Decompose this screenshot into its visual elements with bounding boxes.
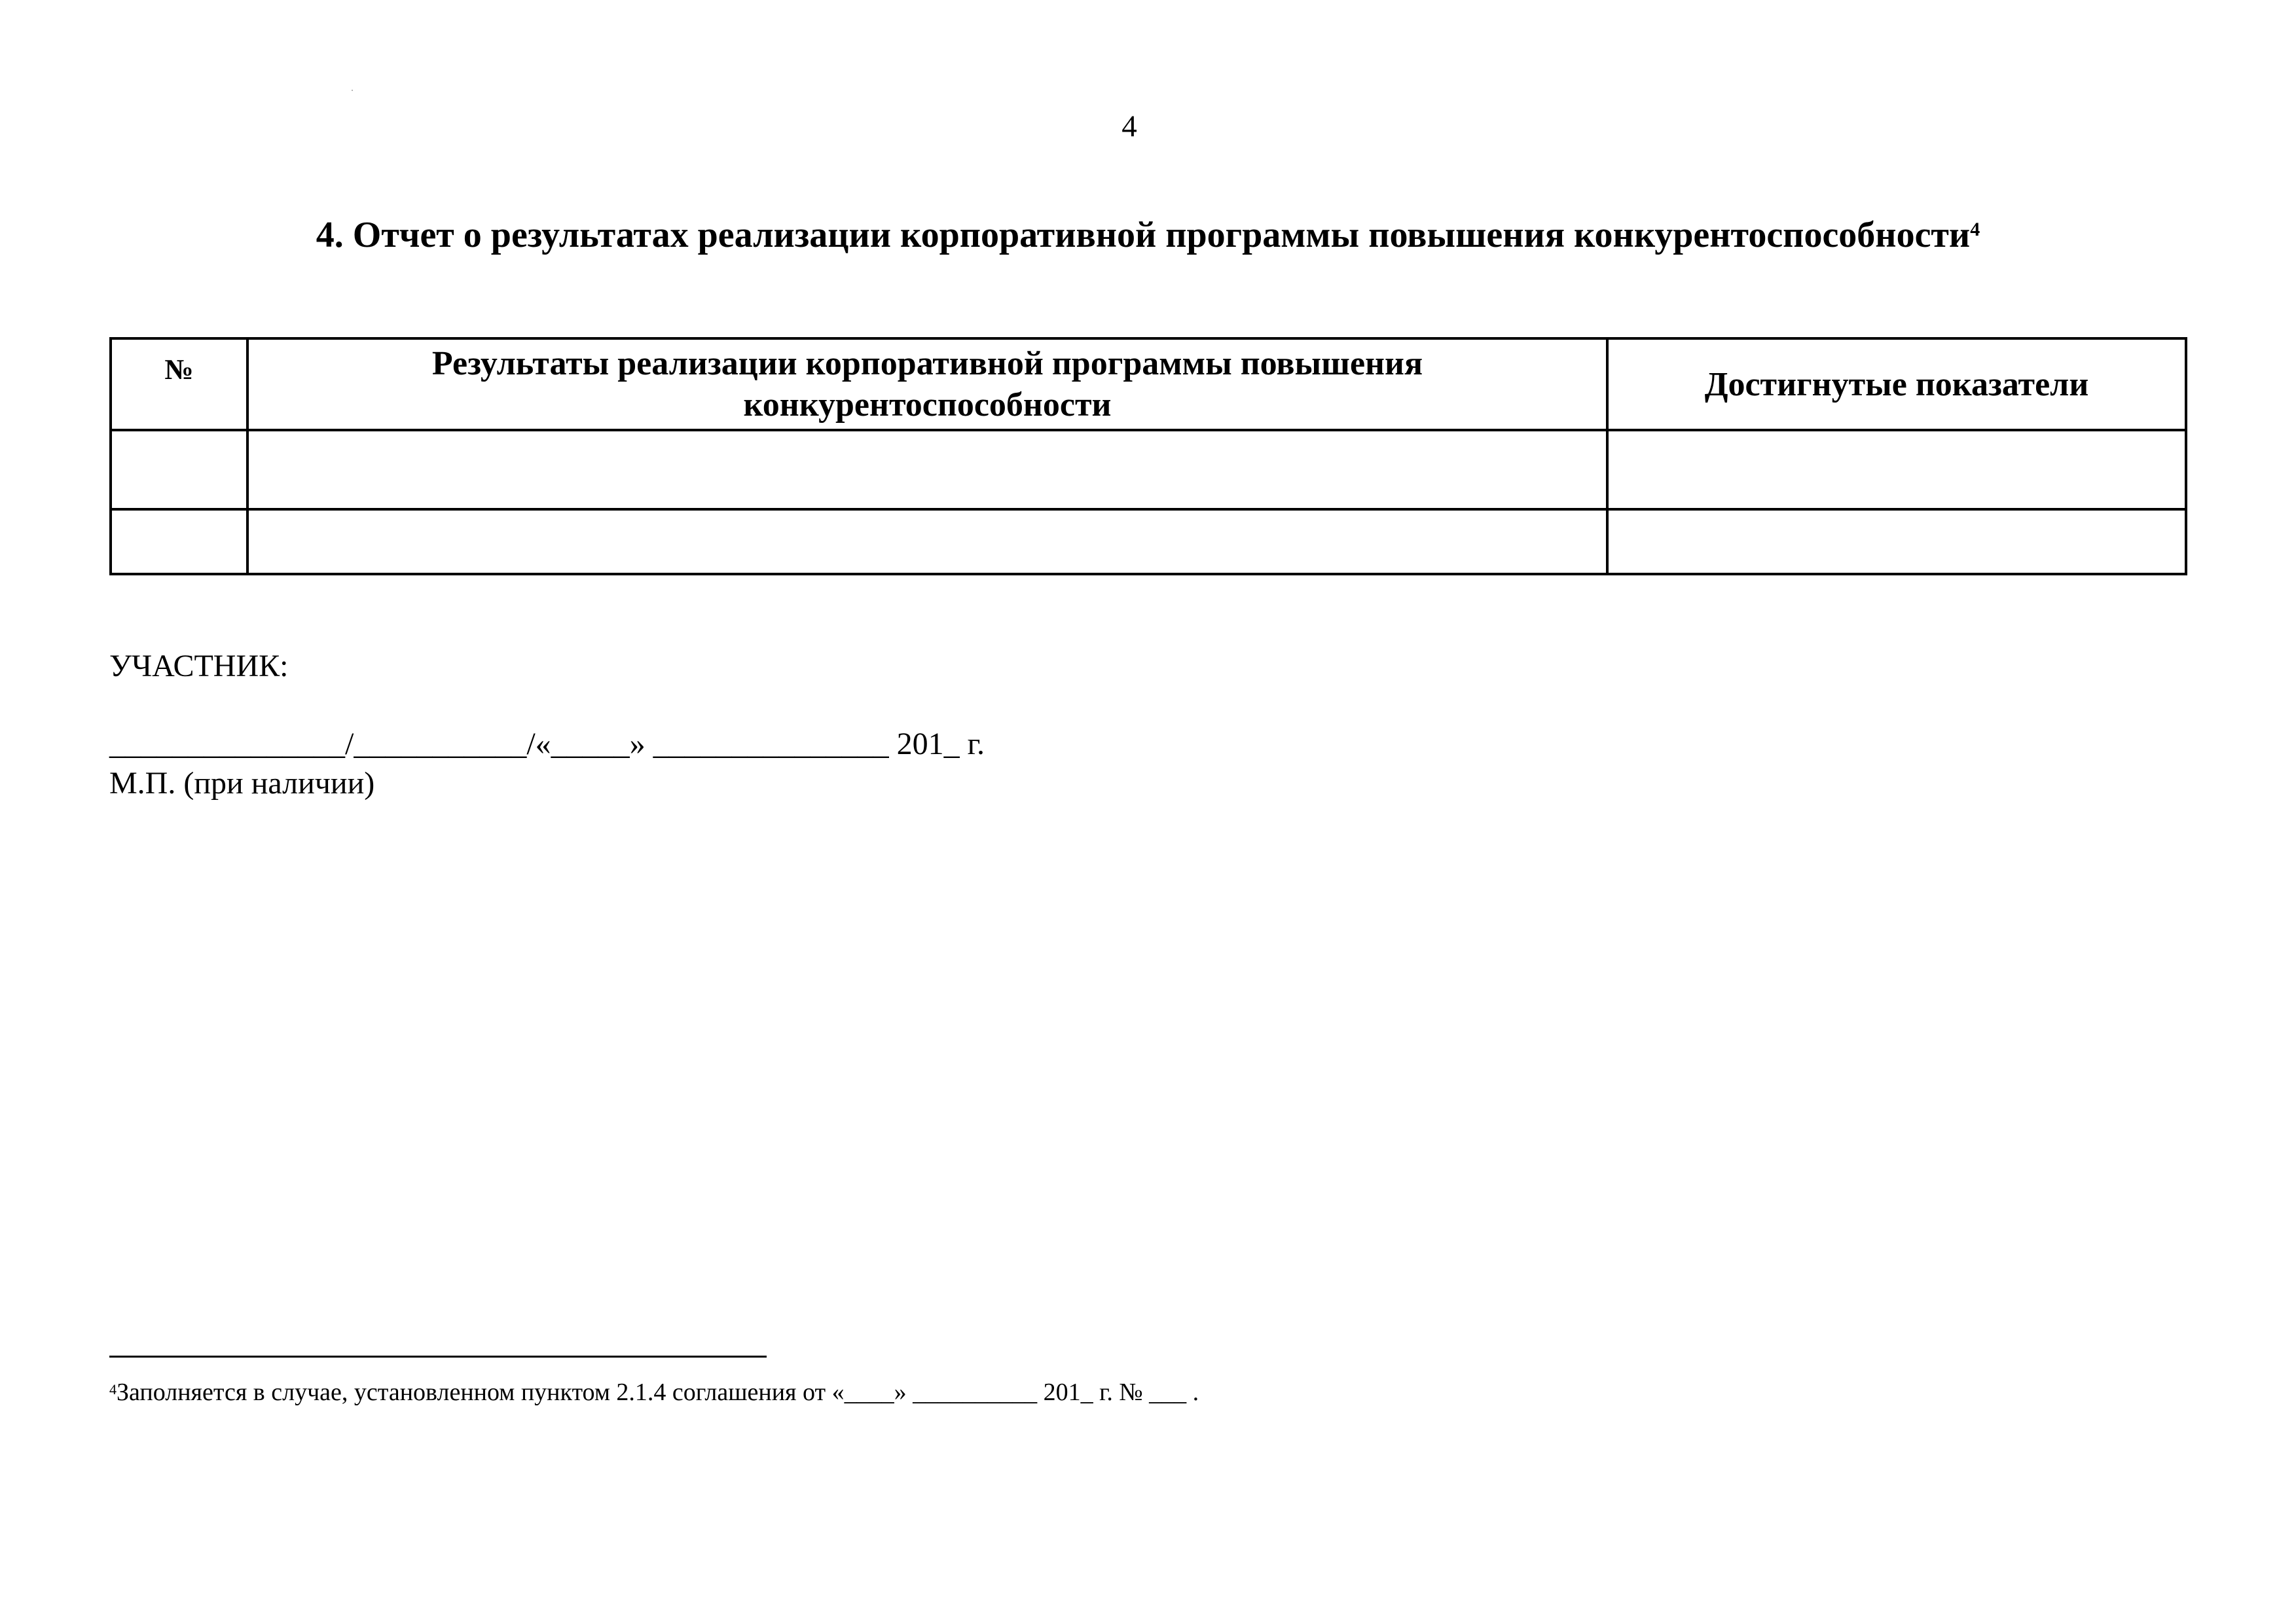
table-header-row xyxy=(111,338,2186,430)
cell-number xyxy=(111,509,247,574)
section-title xyxy=(0,211,2296,259)
header-results xyxy=(247,338,1607,430)
footnote-text: Заполняется в случае, установленном пунктом 2.1.4 соглашения от «____» __________ 201_ г. № ___ . xyxy=(117,1379,1199,1406)
footnote-separator xyxy=(109,1356,767,1358)
cell-indicators xyxy=(1607,509,2186,574)
section-title-text: 4. Отчет о результатах реализации корпоративной программы повышения конкурентоспособности xyxy=(316,215,1971,255)
section-footnote-marker: 4 xyxy=(1970,219,1980,240)
cell-number xyxy=(111,430,247,509)
stamp-note: М.П. (при наличии) xyxy=(109,766,375,801)
table-row xyxy=(111,509,2186,574)
header-indicators: Достигнутые показатели xyxy=(1607,338,2186,430)
footnote xyxy=(109,1376,1199,1409)
scan-speck xyxy=(352,90,353,91)
participant-label: УЧАСТНИК: xyxy=(109,649,289,683)
footnote-marker: 4 xyxy=(109,1381,117,1398)
report-table xyxy=(109,337,2187,575)
signature-line: _______________/___________/«_____» _______________ 201_ г. xyxy=(109,727,985,761)
cell-indicators xyxy=(1607,430,2186,509)
header-results-line2: конкурентоспособности xyxy=(743,386,1112,424)
cell-results xyxy=(247,509,1607,574)
table-row xyxy=(111,430,2186,509)
cell-results xyxy=(247,430,1607,509)
header-number: № xyxy=(111,338,247,430)
header-results-line1: Результаты реализации корпоративной программы повышения xyxy=(431,345,1423,382)
page-number: 4 xyxy=(1121,109,1137,143)
